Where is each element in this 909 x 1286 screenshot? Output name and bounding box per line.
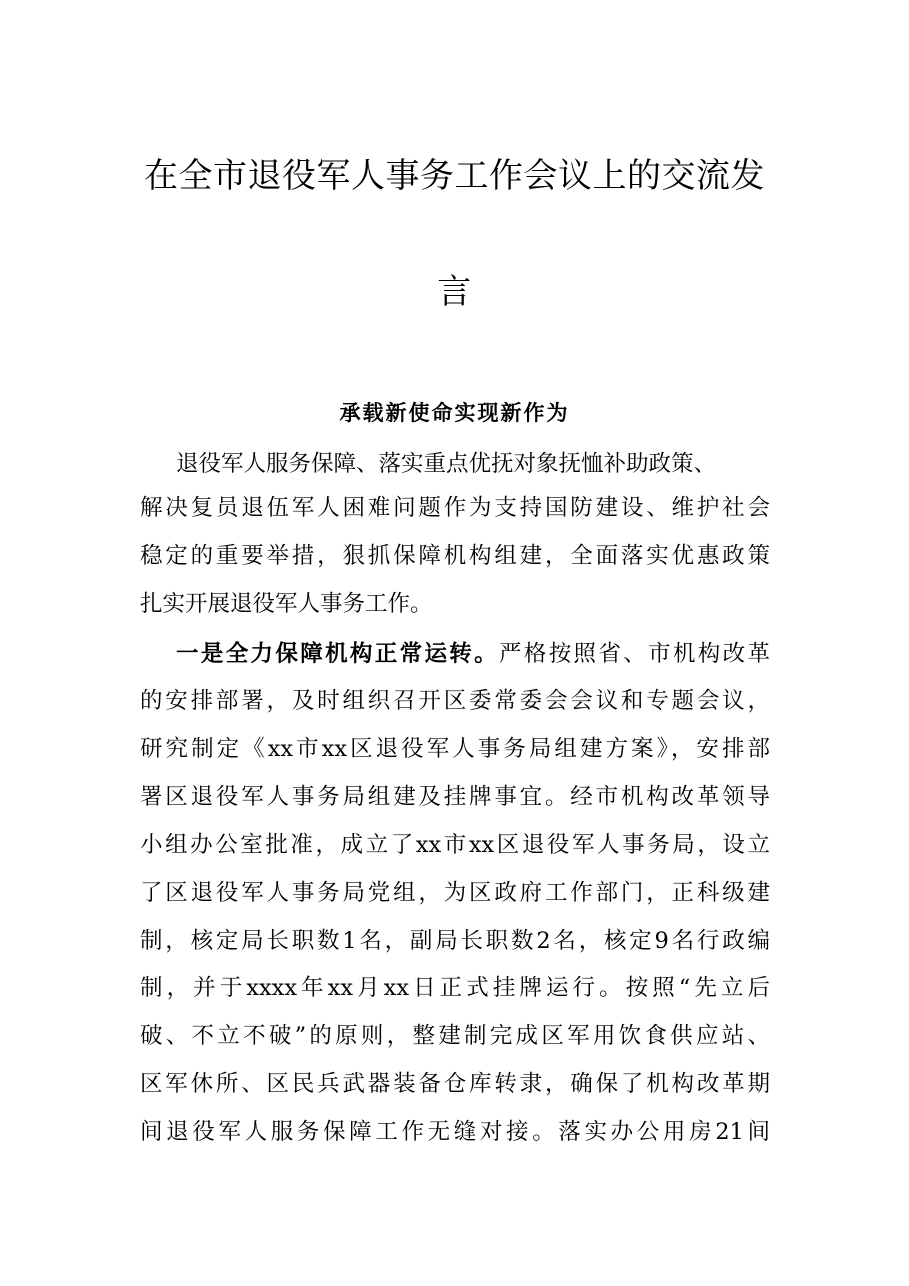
paragraph2-line-1: [176, 636, 770, 672]
paragraph1-line-4: 扎实开展退役军人事务工作。: [140, 591, 433, 617]
paragraph2-line-2: 的安排部署，及时组织召开区委常委会会议和专题会议，: [140, 688, 770, 714]
paragraph2-line-5: 小组办公室批准，成立了xx市xx区退役军人事务局，设立: [140, 832, 770, 858]
paragraph2-line-8: 制，并于xxxx年xx月xx日正式挂牌运行。按照“先立后: [140, 975, 770, 1001]
document-subtitle: 承载新使命实现新作为: [339, 400, 570, 425]
paragraph2-line-6: 了区退役军人事务局党组，为区政府工作部门，正科级建: [140, 880, 770, 906]
document-title-line-1: 在全市退役军人事务工作会议上的交流发: [144, 156, 765, 196]
paragraph1-line-3: 稳定的重要举措，狠抓保障机构组建，全面落实优惠政策: [140, 543, 770, 569]
paragraph2-line-7: 制，核定局长职数1名，副局长职数2名，核定9名行政编: [140, 928, 770, 954]
paragraph1-line-2: 解决复员退伍军人困难问题作为支持国防建设、维护社会: [140, 495, 770, 521]
paragraph2-lead: 一是全力保障机构正常运转。: [176, 641, 500, 667]
paragraph2-line-3: 研究制定《xx市xx区退役军人事务局组建方案》，安排部: [140, 736, 770, 762]
paragraph2-first-rest: 严格按照省、市机构改革: [499, 641, 770, 667]
paragraph2-line-10: 区军休所、区民兵武器装备仓库转隶，确保了机构改革期: [140, 1071, 770, 1097]
paragraph2-line-9: 破、不立不破”的原则，整建制完成区军用饮食供应站、: [140, 1023, 770, 1049]
document-title-line-2: 言: [437, 272, 472, 312]
paragraph1-line-1: 退役军人服务保障、落实重点优抚对象抚恤补助政策、: [176, 451, 717, 477]
paragraph2-line-4: 署区退役军人事务局组建及挂牌事宜。经市机构改革领导: [140, 784, 770, 810]
paragraph2-line-11: 间退役军人服务保障工作无缝对接。落实办公用房21间: [140, 1119, 770, 1145]
